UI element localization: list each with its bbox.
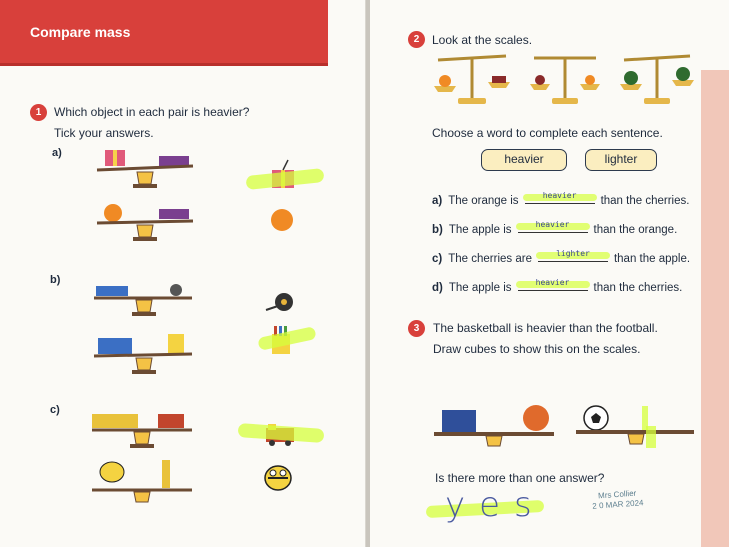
sentence-d-end: than the cherries. (593, 282, 683, 294)
seesaw-bee-cubes (90, 460, 194, 504)
orange-icon (439, 75, 451, 87)
pencil-pot-icon (168, 334, 184, 354)
question-3-line1: The basketball is heavier than the football. (433, 321, 658, 335)
cubes-icon (92, 414, 138, 428)
sentence-a-label: a) (432, 195, 443, 207)
question-1-number: 1 (30, 104, 47, 121)
cube-stick-icon (162, 460, 170, 488)
part-b-label: b) (50, 274, 61, 286)
question-3-line2: Draw cubes to show this on the scales. (433, 342, 641, 356)
toy-train-icon (158, 414, 184, 428)
balance-orange-cherries (432, 52, 512, 108)
question-3-number: 3 (408, 320, 425, 337)
bee-icon (100, 462, 124, 482)
question-1-text: Which object in each pair is heavier? (54, 105, 250, 119)
balance-apple-orange (530, 52, 600, 108)
part-a-label: a) (52, 147, 62, 159)
stamp-name: Mrs Collier (597, 488, 637, 501)
cubes-icon (442, 410, 476, 432)
seesaw-cubes-pot (92, 330, 194, 376)
question-3-followup: Is there more than one answer? (435, 471, 605, 485)
page-title: Compare mass (30, 24, 131, 40)
question-2-number: 2 (408, 31, 425, 48)
cubes-icon (96, 286, 128, 296)
orange-icon (104, 204, 122, 222)
balance-apple-cherries (620, 52, 694, 108)
question-1-instruction: Tick your answers. (54, 126, 154, 140)
tick-highlight (238, 423, 325, 443)
sentence-c-blank[interactable]: lighter (538, 250, 608, 262)
cherries-icon (492, 76, 506, 83)
sentence-b-label: b) (432, 224, 443, 236)
bee-tick-option[interactable] (262, 460, 294, 492)
tape-measure-tick-option[interactable] (266, 292, 296, 314)
page-edge-strip (701, 70, 729, 547)
sentence-a-end: than the cherries. (600, 195, 690, 207)
handwritten-yes: yes (445, 485, 546, 525)
sentence-c (432, 250, 690, 265)
seesaw-orange-cubes (95, 203, 195, 249)
sentence-d-start: The apple is (448, 282, 512, 294)
sentence-a (432, 192, 689, 207)
sentence-b-start: The apple is (448, 224, 512, 236)
right-page (370, 0, 729, 547)
part-c-label: c) (50, 404, 60, 416)
sentence-b-blank[interactable]: heavier (518, 221, 588, 233)
sentence-b-end: than the orange. (593, 224, 678, 236)
stamp-date: 2 0 MAR 2024 (592, 498, 644, 511)
sentence-d-label: d) (432, 282, 443, 294)
sentence-c-label: c) (432, 253, 443, 265)
title-banner (0, 0, 328, 66)
cubes-icon (159, 156, 189, 166)
seesaw-football-drawing (576, 400, 694, 452)
orange-tick-option[interactable] (270, 208, 294, 232)
sentence-d-blank[interactable]: heavier (518, 279, 588, 291)
word-lighter[interactable]: lighter (585, 149, 657, 171)
question-2-instruction: Choose a word to complete each sentence. (432, 126, 663, 140)
seesaw-present-cubes (95, 150, 195, 198)
seesaw-cubes-train (90, 410, 194, 452)
tape-measure-icon (170, 284, 182, 296)
sentence-a-blank[interactable]: heavier (525, 192, 595, 204)
basketball-icon (523, 405, 549, 431)
question-2-prompt: Look at the scales. (432, 33, 533, 47)
word-heavier[interactable]: heavier (481, 149, 567, 171)
cubes-icon (159, 209, 189, 219)
seesaw-cubes-basketball (434, 400, 554, 448)
teacher-stamp (591, 488, 643, 512)
sentence-d (432, 279, 682, 294)
sentence-a-start: The orange is (448, 195, 519, 207)
apple-icon (624, 71, 638, 85)
seesaw-cubes-tape (92, 282, 194, 322)
cubes-icon (98, 338, 132, 354)
sentence-c-start: The cherries are (448, 253, 532, 265)
sentence-b (432, 221, 677, 236)
sentence-c-end: than the apple. (613, 253, 691, 265)
